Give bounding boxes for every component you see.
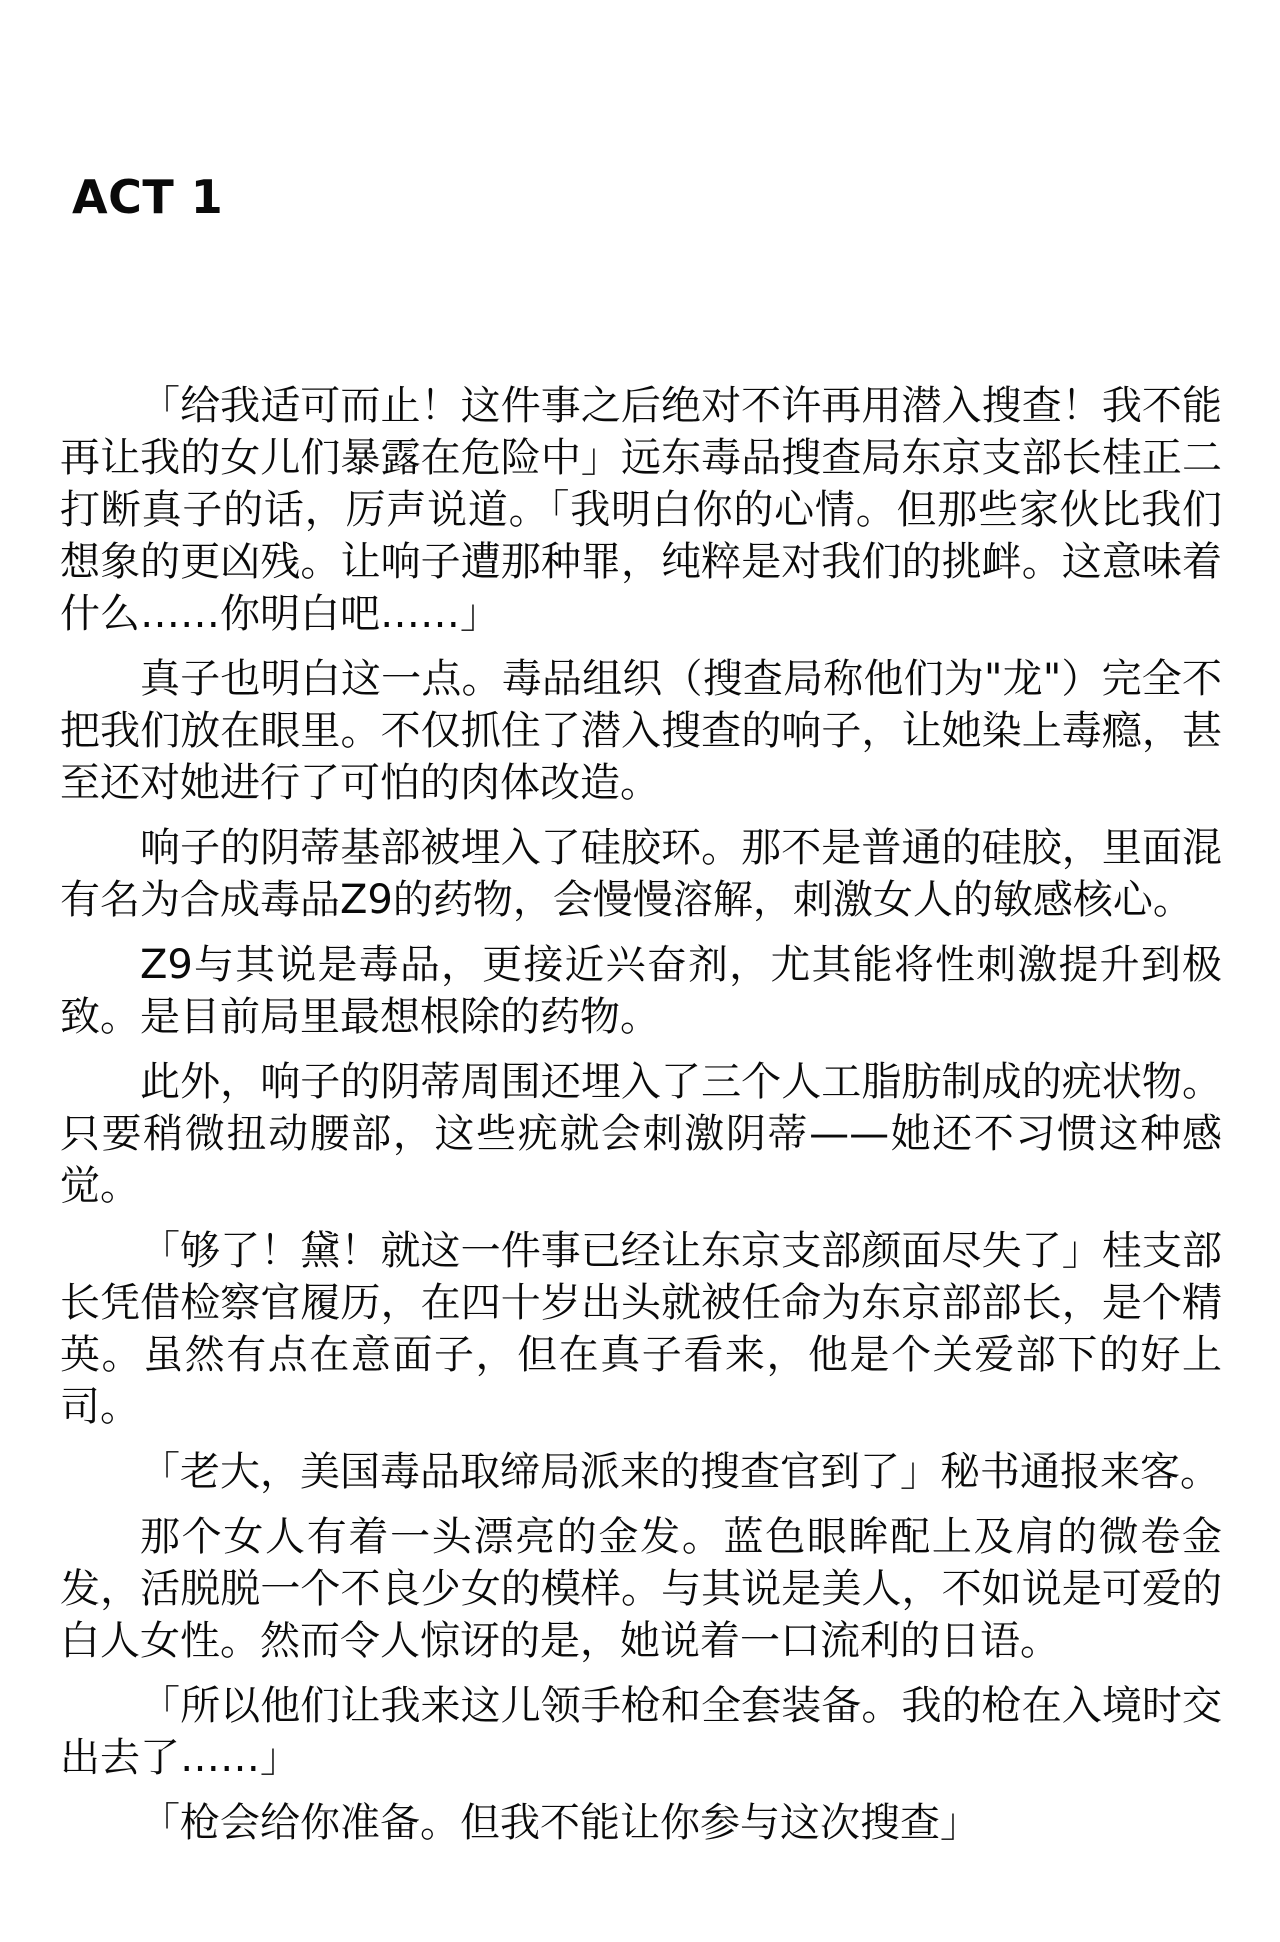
chapter-body bbox=[60, 222, 1222, 1849]
paragraph: 「枪会给你准备。但我不能让你参与这次搜查」 bbox=[140, 1800, 980, 1846]
paragraph: Z9与其说是毒品，更接近兴奋剂，尤其能将性刺激提升到极致。是目前局里最想根除的药物。 bbox=[60, 942, 1222, 1040]
chapter-heading: ACT 1 bbox=[72, 170, 224, 224]
paragraph: 那个女人有着一头漂亮的金发。蓝色眼眸配上及肩的微卷金发，活脱脱一个不良少女的模样。与其说是美人，不如说是可爱的白人女性。然而令人惊讶的是，她说着一口流利的日语。 bbox=[60, 1514, 1222, 1664]
paragraph: 「老大，美国毒品取缔局派来的搜查官到了」秘书通报来客。 bbox=[140, 1449, 1220, 1495]
paragraph: 此外，响子的阴蒂周围还埋入了三个人工脂肪制成的疣状物。只要稍微扭动腰部，这些疣就会刺激阴蒂——她还不习惯这种感觉。 bbox=[60, 1059, 1222, 1209]
paragraph: 真子也明白这一点。毒品组织（搜查局称他们为"龙"）完全不把我们放在眼里。不仅抓住了潜入搜查的响子，让她染上毒瘾，甚至还对她进行了可怕的肉体改造。 bbox=[60, 656, 1222, 806]
paragraph: 「所以他们让我来这儿领手枪和全套装备。我的枪在入境时交出去了……」 bbox=[60, 1683, 1222, 1781]
paragraph: 「给我适可而止！这件事之后绝对不许再用潜入搜查！我不能再让我的女儿们暴露在危险中」远东毒品搜查局东京支部长桂正二打断真子的话，厉声说道。「我明白你的心情。但那些家伙比我们想象的更凶残。让响子遭那种罪，纯粹是对我们的挑衅。这意味着什么……你明白吧……」 bbox=[60, 383, 1222, 637]
paragraph: 「够了！黛！就这一件事已经让东京支部颜面尽失了」桂支部长凭借检察官履历，在四十岁出头就被任命为东京部部长，是个精英。虽然有点在意面子，但在真子看来，他是个关爱部下的好上司。 bbox=[60, 1228, 1222, 1430]
paragraph: 响子的阴蒂基部被埋入了硅胶环。那不是普通的硅胶，里面混有名为合成毒品Z9的药物，会慢慢溶解，刺激女人的敏感核心。 bbox=[60, 825, 1222, 923]
